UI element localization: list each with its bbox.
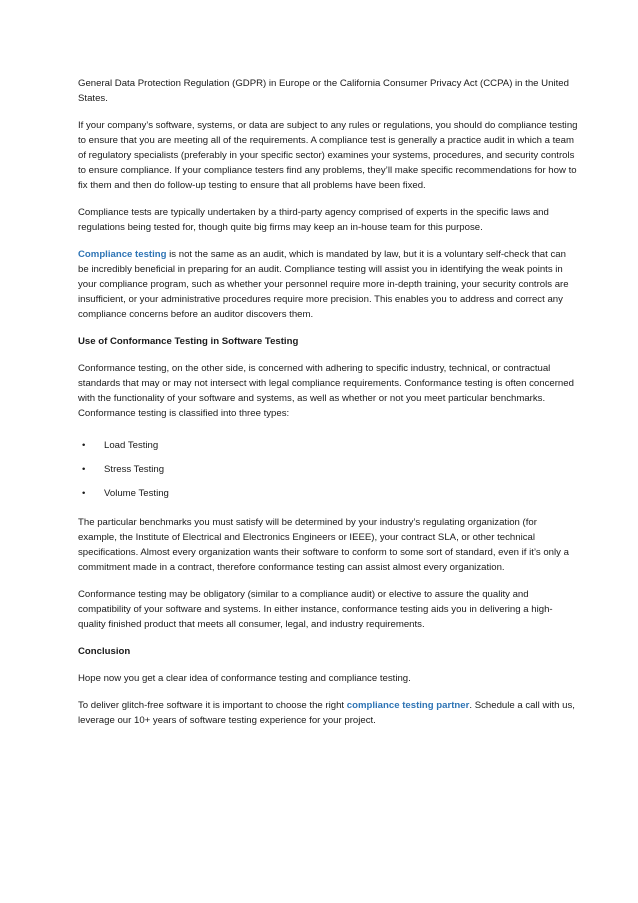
testing-types-list <box>78 438 578 501</box>
compliance-testing-partner-link[interactable]: compliance testing partner <box>346 700 470 711</box>
paragraph-compliance-intro: If your company’s software, systems, or data are subject to any rules or regulations, you should do compliance testing to ensure that you are meeting all of the requirements. A compliance test is generally a practice audit in which a team of regulatory specialists (preferably in your specific sector) examines your systems, procedures, and security controls to ensure compliance. If your compliance testers find any problems, they’ll make specific recommendations for how to fix them and then do follow-up testing to ensure that all problems have been fixed. <box>78 120 578 191</box>
heading-use-of-conformance-testing: Use of Conformance Testing in Software Testing <box>78 336 299 347</box>
paragraph-cta-text-start: To deliver glitch-free software it is important to choose the right <box>78 700 347 711</box>
heading-conclusion: Conclusion <box>78 646 131 657</box>
list-item <box>78 438 578 453</box>
bullet-icon: • <box>82 464 86 475</box>
list-item <box>78 486 578 501</box>
list-item-label: Load Testing <box>104 440 159 451</box>
paragraph-conformance-intro: Conformance testing, on the other side, is concerned with adhering to specific industry, technical, or contractual standards that may or may not intersect with legal compliance requirements. Conformance testing is often concerned with the functionality of your software and systems, as well as whether or not you meet particular benchmarks. Conformance testing is classified into three types: <box>78 363 574 419</box>
list-item-label: Stress Testing <box>104 464 165 475</box>
paragraph-compliance-vs-audit-text: is not the same as an audit, which is mandated by law, but it is a voluntary self-check that can be incredibly beneficial in preparing for an audit. Compliance testing will assist you in identifying the weak points in your compliance program, such as whether your personnel require more in-depth training, your security controls are insufficient, or your administrative procedures require more precision. This enables you to address and correct any compliance concerns before an auditor discovers them. <box>78 249 569 320</box>
compliance-testing-link[interactable]: Compliance testing <box>78 249 167 260</box>
paragraph-benchmarks: The particular benchmarks you must satisfy will be determined by your industry’s regulating organization (for example, the Institute of Electrical and Electronics Engineers or IEEE), your contract SLA, or other technical specifications. Almost every organization wants their software to conform to some sort of standard, even if it’s only a commitment made in a contract, therefore conformance testing can assist almost every organization. <box>78 517 569 573</box>
list-item-label: Volume Testing <box>104 488 169 499</box>
paragraph-third-party: Compliance tests are typically undertaken by a third-party agency comprised of experts in the specific laws and regulations being tested for, though quite big firms may keep an in-house team for this purpose. <box>78 207 549 233</box>
paragraph-hope: Hope now you get a clear idea of conformance testing and compliance testing. <box>78 673 411 684</box>
bullet-icon: • <box>82 440 86 451</box>
paragraph-cta-text-end: . Schedule a call with us, leverage our 10+ years of software testing experience for your project. <box>78 700 575 726</box>
paragraph-call-to-action <box>78 698 578 728</box>
paragraph-gdpr: General Data Protection Regulation (GDPR) in Europe or the California Consumer Privacy Act (CCPA) in the United States. <box>78 78 569 104</box>
list-item <box>78 462 578 477</box>
paragraph-compliance-vs-audit <box>78 247 578 322</box>
bullet-icon: • <box>82 488 86 499</box>
paragraph-obligatory: Conformance testing may be obligatory (similar to a compliance audit) or elective to assure the quality and compatibility of your software and systems. In either instance, conformance testing aids you in delivering a high-quality finished product that meets all consumer, legal, and industry requirements. <box>78 589 553 630</box>
